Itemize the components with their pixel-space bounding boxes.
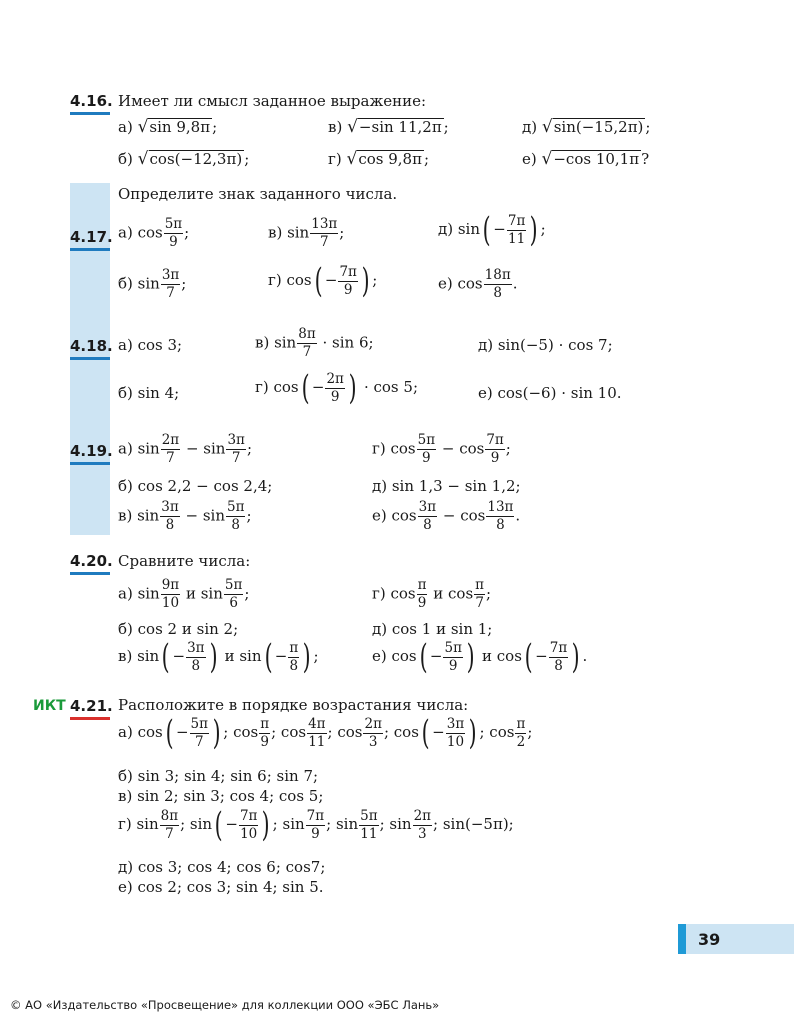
item-4-20-g: г) cos $\frac{\pi}{9}$ и cos $\frac{\pi}{7}$ ; <box>372 577 492 611</box>
item-4-18-b: б) sin 4; <box>118 384 180 402</box>
item-4-18-d: д) sin(−5) · cos 7; <box>478 336 613 354</box>
item-4-16-d: д) √sin(−15,2π) ; <box>522 117 651 137</box>
item-4-21-e: е) cos 2; cos 3; sin 4; sin 5. <box>118 878 324 896</box>
item-4-16-v: в) √−sin 11,2π ; <box>328 117 449 137</box>
item-4-20-b: б) cos 2 и sin 2; <box>118 620 239 638</box>
problem-number-4-18: 4.18. <box>70 337 113 360</box>
item-4-21-d: д) cos 3; cos 4; cos 6; cos7; <box>118 858 326 876</box>
item-4-17-g: г) cos( − $\frac{7\pi}{9}$ ) ; <box>268 261 378 301</box>
item-4-17-e: е) cos $\frac{18\pi}{8}$ . <box>438 267 518 301</box>
problem-number-4-21: 4.21. <box>70 697 113 720</box>
problem-number-4-20: 4.20. <box>70 552 113 575</box>
item-4-17-d: д) sin( − $\frac{7\pi}{11}$ ) ; <box>438 210 546 250</box>
item-4-20-e: е) cos( − $\frac{5\pi}{9}$ ) и cos( − $\frac{7\pi}{8}$ ) . <box>372 637 588 677</box>
item-4-18-e: е) cos(−6) · sin 10. <box>478 384 622 402</box>
item-4-17-v: в) sin $\frac{13\pi}{7}$ ; <box>268 216 345 250</box>
problem-number-4-16: 4.16. <box>70 92 113 115</box>
item-4-19-v: в) sin $\frac{3\pi}{8}$ − sin $\frac{5\pi}{8}$ ; <box>118 499 252 533</box>
page-marker <box>678 924 686 954</box>
page-number: 39 <box>698 930 721 949</box>
problem-question: Расположите в порядке возрастания числа: <box>118 696 469 714</box>
item-4-18-a: а) cos 3; <box>118 336 183 354</box>
item-4-20-d: д) cos 1 и sin 1; <box>372 620 493 638</box>
item-4-18-v: в) sin $\frac{8\pi}{7}$ · sin 6; <box>255 326 374 360</box>
item-4-19-e: е) cos $\frac{3\pi}{8}$ − cos $\frac{13\pi}{8}$ . <box>372 499 521 533</box>
item-4-21-v: в) sin 2; sin 3; cos 4; cos 5; <box>118 787 324 805</box>
item-4-16-g: г) √cos 9,8π ; <box>328 149 430 169</box>
item-4-16-a: а) √sin 9,8π ; <box>118 117 218 137</box>
problem-question: Имеет ли смысл заданное выражение: <box>118 92 427 110</box>
problem-question: Сравните числа: <box>118 552 251 570</box>
item-4-17-b: б) sin $\frac{3\pi}{7}$ ; <box>118 267 187 301</box>
page-number-bar <box>678 924 794 954</box>
ikt-badge: ИКТ <box>33 698 66 714</box>
problem-number-4-19: 4.19. <box>70 442 113 465</box>
item-4-16-e: е) √−cos 10,1π ? <box>522 149 650 169</box>
item-4-19-a: а) sin $\frac{2\pi}{7}$ − sin $\frac{3\pi}{7}$ ; <box>118 432 252 466</box>
copyright-notice: © АО «Издательство «Просвещение» для коллекции ООО «ЭБС Лань» <box>10 998 440 1012</box>
item-4-19-b: б) cos 2,2 − cos 2,4; <box>118 477 273 495</box>
item-4-20-a: а) sin $\frac{9\pi}{10}$ и sin $\frac{5\pi}{6}$ ; <box>118 577 250 611</box>
item-4-19-d: д) sin 1,3 − sin 1,2; <box>372 477 521 495</box>
item-4-20-v: в) sin( − $\frac{3\pi}{8}$ ) и sin( − $\frac{\pi}{8}$ ) ; <box>118 637 319 677</box>
item-4-19-g: г) cos $\frac{5\pi}{9}$ − cos $\frac{7\pi}{9}$ ; <box>372 432 511 466</box>
problem-question: Определите знак заданного числа. <box>118 185 398 203</box>
item-4-21-a: а) cos( − $\frac{5\pi}{7}$ ) ; cos $\frac{\pi}{9}$ ; cos $\frac{4\pi}{11}$ ; cos $\frac{2\pi}{3}$ ; cos( − $\frac{3\pi}{10}$ ) ; cos $\frac{\pi}{2}$ ; <box>118 713 533 753</box>
item-4-21-b: б) sin 3; sin 4; sin 6; sin 7; <box>118 767 319 785</box>
item-4-17-a: а) cos $\frac{5\pi}{9}$ ; <box>118 216 190 250</box>
problem-number-4-17: 4.17. <box>70 228 113 251</box>
item-4-16-b: б) √cos(−12,3π) ; <box>118 149 250 169</box>
item-4-21-g: г) sin $\frac{8\pi}{7}$ ; sin( − $\frac{7\pi}{10}$ ) ; sin $\frac{7\pi}{9}$ ; sin $\frac{5\pi}{11}$ ; sin $\frac{2\pi}{3}$ ; sin(−5π); <box>118 805 514 845</box>
item-4-18-g: г) cos( − $\frac{2\pi}{9}$ ) · cos 5; <box>255 368 418 408</box>
